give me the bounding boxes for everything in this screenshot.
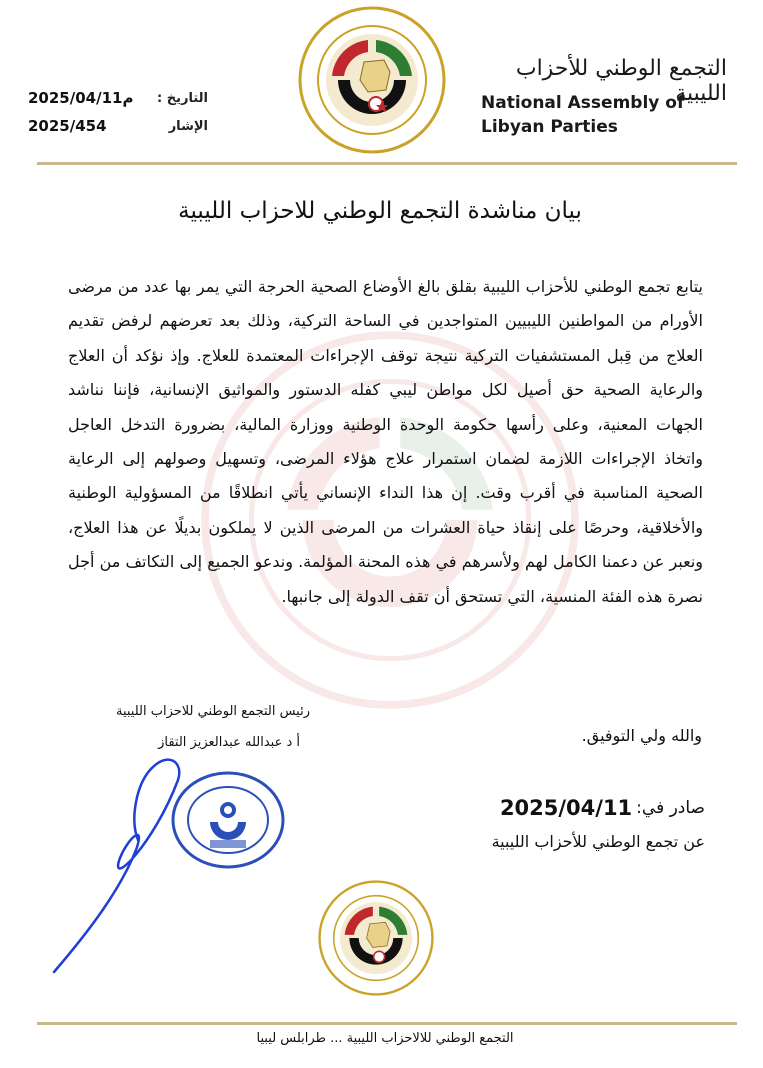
date-line xyxy=(28,86,208,110)
organization-name-arabic: التجمع الوطني للأحزاب الليبية xyxy=(515,56,727,106)
header-divider xyxy=(37,162,737,165)
organization-name-english: National Assembly of Libyan Parties xyxy=(481,93,685,137)
handwritten-signature xyxy=(50,740,210,980)
date-label: التاريخ : xyxy=(157,90,208,106)
issued-line xyxy=(400,792,705,824)
footer-address: التجمع الوطني للالاحزاب الليبية ... طرابلس ليبيا xyxy=(256,1031,514,1046)
reference-value: 2025/454 xyxy=(28,117,107,135)
signatory-title: رئيس التجمع الوطني للاحزاب الليبية xyxy=(115,704,310,719)
issued-by: عن تجمع الوطني للأحزاب الليبية xyxy=(491,832,705,851)
issued-label: صادر في: xyxy=(636,798,705,818)
header-emblem-logo xyxy=(298,6,446,154)
reference-line xyxy=(28,114,208,138)
closing-phrase: والله ولي التوفيق. xyxy=(581,726,702,745)
statement-title: بيان مناشدة التجمع الوطني للاحزاب الليبية xyxy=(178,198,582,224)
statement-body: يتابع تجمع الوطني للأحزاب الليبية بقلق بالغ الأوضاع الصحية الحرجة التي يمر بها عدد من مرضى الأورام من المواطنين الليبيين المتواجدين في الساحة التركية، وذلك بعد تعرضهم لرفض تقديم العلاج من قِبل المستشفيات التركية نتيجة توقف الإجراءات المعتمدة للعلاج. وإذ نؤكد أن العلاج والرعاية الصحية حق أصيل لكل مواطن ليبي كفله الدستور والمواثيق الإنسانية، فإننا نناشد الجهات المعنية، وعلى رأسها حكومة الوحدة الوطنية ووزارة المالية، بضرورة التدخل العاجل واتخاذ الإجراءات اللازمة لضمان استمرار علاج هؤلاء المرضى، وتسهيل وصولهم إلى الرعاية الصحية المناسبة في أقرب وقت. إن هذا النداء الإنساني يأتي انطلاقًا من المسؤولية الوطنية والأخلاقية، وحرصًا على إنقاذ حياة العشرات من المرضى الذين لا يملكون بديلًا عن هذا العلاج، ونعبر عن دعمنا الكامل لهم ولأسرهم في هذه المحنة المؤلمة. وندعو الجميع إلى التكاتف من أجل نصرة هذه الفئة المنسية، التي تستحق أن تقف الدولة إلى جانبها. xyxy=(68,277,703,606)
reference-label: الإشار xyxy=(168,118,208,134)
footer-divider xyxy=(37,1022,737,1025)
signatory-name: أ د عبدالله عبدالعزيز التقاز xyxy=(158,735,300,750)
date-value: 2025/04/11م xyxy=(28,89,134,107)
issued-date: 2025/04/11 xyxy=(499,796,633,820)
footer-emblem-logo xyxy=(318,880,434,996)
